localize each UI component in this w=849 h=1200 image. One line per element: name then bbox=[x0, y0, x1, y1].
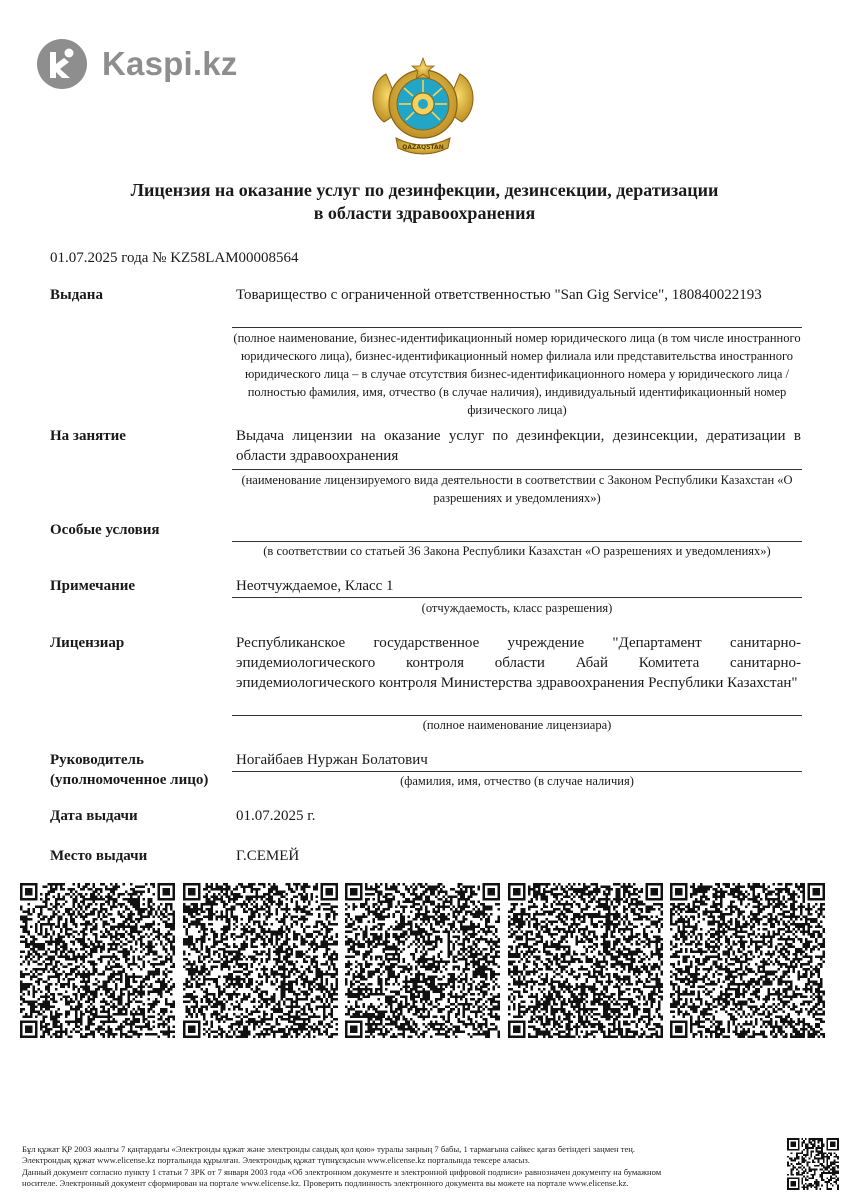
footer-line-3: Данный документ согласно пункту 1 статьи 7 ЗРК от 7 января 2003 года «Об электронном документе и электронной цифровой подписи» равнозначен документу на бумажном bbox=[22, 1166, 662, 1177]
note-value: Неотчуждаемое, Класс 1 bbox=[236, 578, 394, 594]
head-value: Ногайбаев Нуржан Болатович bbox=[236, 752, 428, 768]
footer-qr-code-icon bbox=[787, 1138, 839, 1190]
special-conditions-hint: (в соответствии со статьей 36 Закона Республики Казахстан «О разрешениях и уведомлениях») bbox=[263, 544, 771, 558]
activity-rule bbox=[232, 469, 802, 470]
head-label bbox=[50, 750, 208, 790]
note-hint: (отчуждаемость, класс разрешения) bbox=[421, 601, 613, 615]
special-conditions-label: Особые условия bbox=[50, 522, 160, 538]
activity-value: Выдача лицензии на оказание услуг по дезинфекции, дезинсекции, дератизации в области здравоохранения bbox=[236, 428, 801, 464]
issued-to-rule bbox=[232, 327, 802, 328]
footer-line-1: Бұл құжат ҚР 2003 жылғы 7 қаңтардағы «Электронды құжат және электронды сандық қол қою» туралы заңның 7 бабы, 1 тармағына сәйкес қағаз бетіндегі заңмен тең. bbox=[22, 1144, 636, 1154]
licensor-hint: (полное наименование лицензиара) bbox=[422, 718, 612, 732]
footer-line-4: носителе. Электронный документ сформирован на портале www.elicense.kz. Проверить подлинность электронного документа вы можете на портале www.elicense.kz. bbox=[22, 1178, 629, 1189]
qr-code-icon bbox=[183, 882, 338, 1039]
kaspi-logo-icon bbox=[36, 38, 88, 90]
head-label-line-1: Руководитель bbox=[50, 752, 144, 768]
title-line-2: в области здравоохранения bbox=[313, 203, 536, 223]
qr-code-icon bbox=[345, 882, 500, 1039]
note-rule bbox=[232, 597, 802, 598]
footer-line-2: Электрондық құжат www.elicense.kz порталында құрылған. Электрондық құжат түпнұсқасын www.elicense.kz порталында тексере аласыз. bbox=[22, 1155, 530, 1166]
issued-to-value: Товарищество с ограниченной ответственностью "San Gig Service", 180840022193 bbox=[236, 287, 762, 303]
footer-legal-text bbox=[22, 1144, 774, 1190]
licensor-label: Лицензиар bbox=[50, 635, 125, 651]
activity-label: На занятие bbox=[50, 428, 126, 444]
activity-hint: (наименование лицензируемого вида деятельности в соответствии с Законом Республики Казахстан «О разрешениях и уведомлениях») bbox=[241, 473, 793, 505]
issue-date-label: Дата выдачи bbox=[50, 808, 138, 824]
document-number: 01.07.2025 года № KZ58LAM00008564 bbox=[50, 250, 299, 266]
document-title bbox=[60, 179, 789, 225]
kaspi-logo bbox=[36, 38, 238, 90]
emblem-ribbon-text: QAZAQSTAN bbox=[402, 144, 444, 151]
issue-place-label: Место выдачи bbox=[50, 848, 148, 864]
issued-to-label: Выдана bbox=[50, 287, 103, 303]
issued-to-hint: (полное наименование, бизнес-идентификационный номер юридического лица (в том числе иностранного юридического лица), бизнес-идентификационный номер филиала или представительства иностранного юридического лица – в случае отсутствия бизнес-идентификационного номера у юридического лица / полностью фамилия, имя, отчество (в случае наличия), индивидуальный идентификационный номер физического лица) bbox=[233, 331, 801, 417]
title-line-1: Лицензия на оказание услуг по дезинфекции, дезинсекции, дератизации bbox=[130, 180, 719, 200]
qr-code-icon bbox=[670, 882, 825, 1039]
head-label-line-2: (уполномоченное лицо) bbox=[50, 772, 209, 788]
qr-code-icon bbox=[20, 882, 175, 1039]
note-label: Примечание bbox=[50, 578, 136, 594]
kazakhstan-emblem-icon bbox=[364, 52, 482, 160]
qr-code-icon bbox=[508, 882, 663, 1039]
kaspi-wordmark: Kaspi.kz bbox=[102, 45, 238, 82]
issue-place-value: Г.СЕМЕЙ bbox=[236, 848, 300, 864]
issue-date-value: 01.07.2025 г. bbox=[236, 808, 316, 824]
licensor-value: Республиканское государственное учреждение "Департамент санитарно-эпидемиологического контроля области Абай Комитета санитарно-эпидемиологического контроля Министерства здравоохранения Республики Казахстан" bbox=[236, 635, 801, 691]
head-hint: (фамилия, имя, отчество (в случае наличия) bbox=[400, 774, 634, 788]
